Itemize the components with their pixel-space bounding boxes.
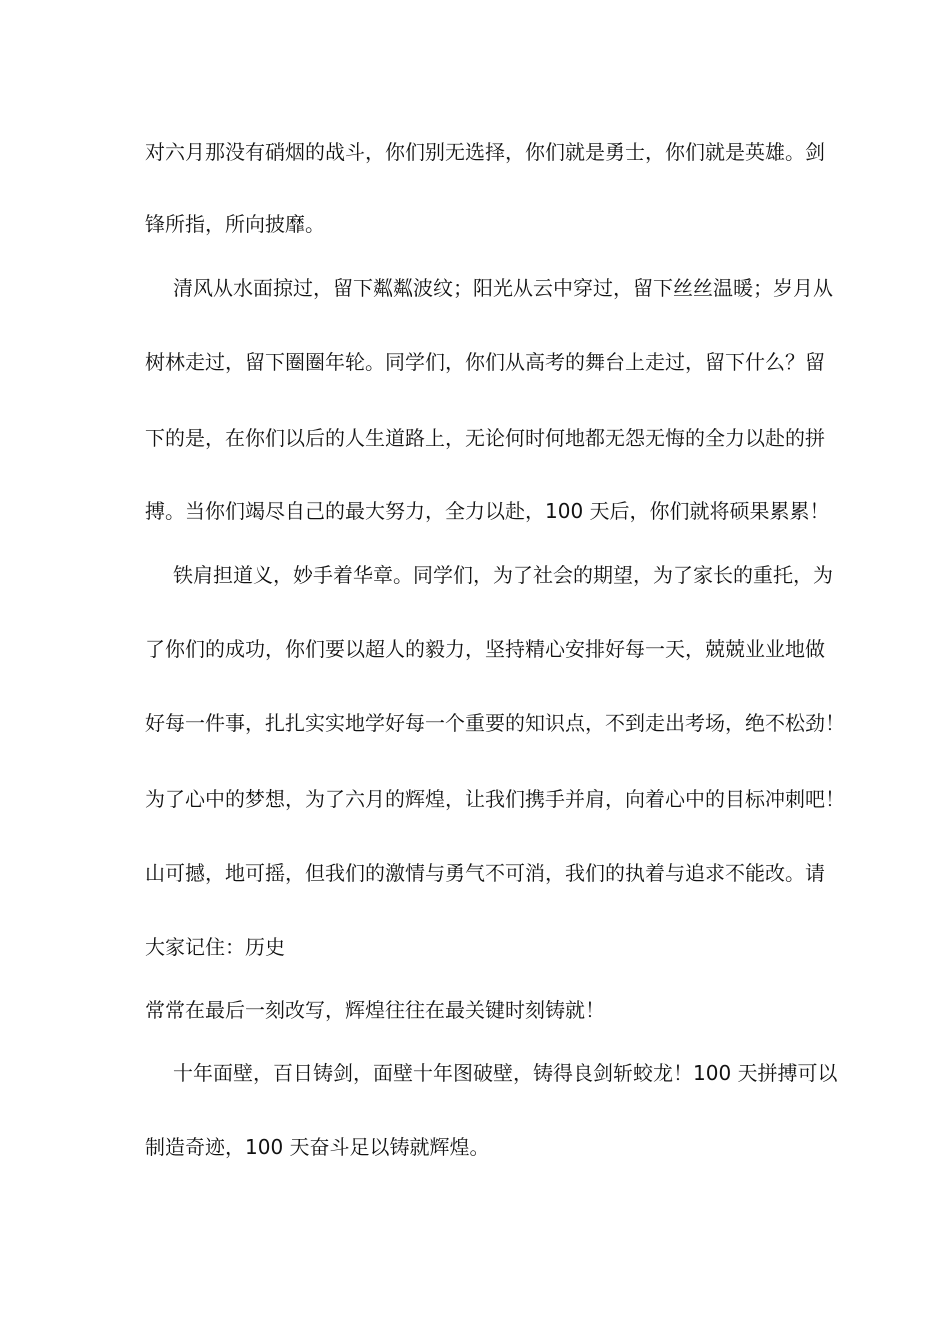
text-line: 对六月那没有硝烟的战斗，你们别无选择，你们就是勇士，你们就是英雄。剑 [145,140,825,164]
text-line: 大家记住：历史 [145,935,285,959]
text-line: 山可撼，地可摇，但我们的激情与勇气不可消，我们的执着与追求不能改。请 [145,861,825,885]
paragraph-start-line: 清风从水面掠过，留下粼粼波纹；阳光从云中穿过，留下丝丝温暖；岁月从 [173,276,833,300]
text-line: 树林走过，留下圈圈年轮。同学们，你们从高考的舞台上走过，留下什么？留 [145,350,825,374]
text-line: 下的是，在你们以后的人生道路上，无论何时何地都无怨无悔的全力以赴的拼 [145,426,825,450]
text-line: 为了心中的梦想，为了六月的辉煌，让我们携手并肩，向着心中的目标冲刺吧！ [145,787,845,811]
paragraph-start-line: 十年面壁，百日铸剑，面壁十年图破壁，铸得良剑斩蛟龙！100 天拼搏可以 [173,1061,838,1085]
text-line: 了你们的成功，你们要以超人的毅力，坚持精心安排好每一天，兢兢业业地做 [145,637,825,661]
text-line: 常常在最后一刻改写，辉煌往往在最关键时刻铸就！ [145,998,605,1022]
text-line: 搏。当你们竭尽自己的最大努力，全力以赴，100 天后，你们就将硕果累累！ [145,499,830,523]
text-line: 锋所指，所向披靡。 [145,212,325,236]
paragraph-start-line: 铁肩担道义，妙手着华章。同学们，为了社会的期望，为了家长的重托，为 [173,563,833,587]
text-line: 好每一件事，扎扎实实地学好每一个重要的知识点，不到走出考场，绝不松劲！ [145,711,845,735]
text-line: 制造奇迹，100 天奋斗足以铸就辉煌。 [145,1135,490,1159]
